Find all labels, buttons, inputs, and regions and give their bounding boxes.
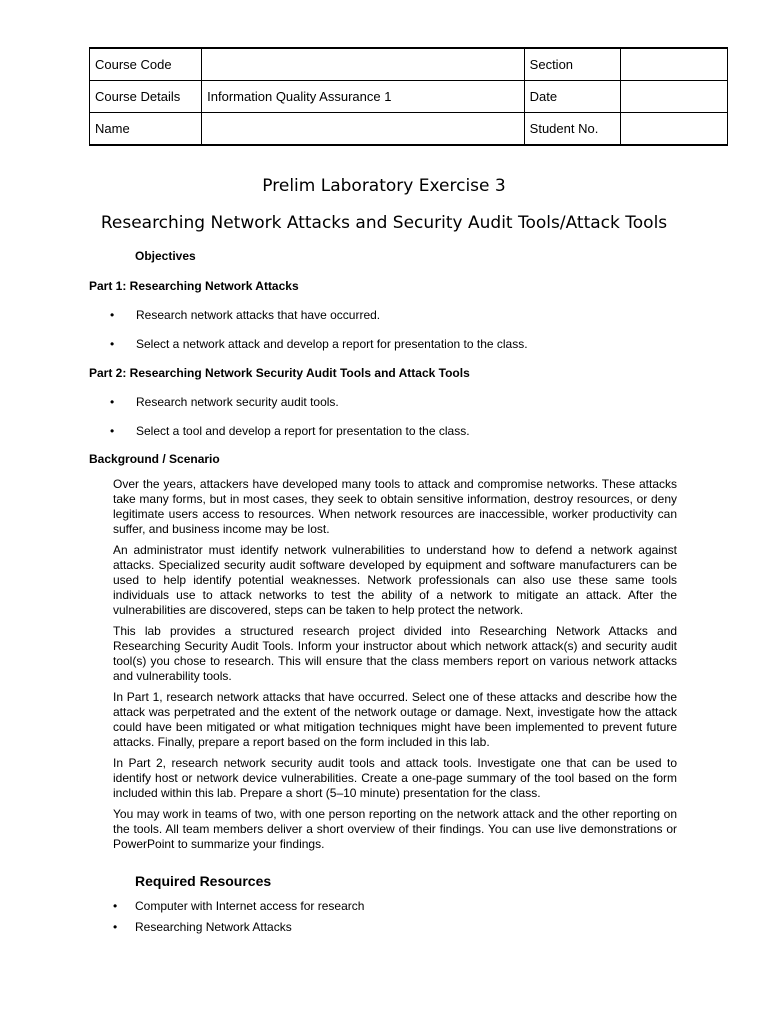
bullet-icon: • — [110, 395, 115, 409]
paragraph: In Part 1, research network attacks that have occurred. Select one of these attacks and describe how the attack was perpetrated and the extent of the network outage or damage. Next, investigate how the attack could have been mitigated or what mitigation techniques might have been implemented to prevent future attacks. Finally, prepare a report based on the form included in this lab. — [113, 690, 677, 749]
table-row — [90, 81, 728, 113]
course-code-label: Course Code — [90, 48, 202, 81]
bullet-icon: • — [113, 920, 118, 934]
document-title: Prelim Laboratory Exercise 3 — [262, 176, 506, 196]
section-value — [620, 48, 727, 81]
paragraph: Over the years, attackers have developed many tools to attack and compromise networks. These attacks take many forms, but in most cases, they seek to obtain sensitive information, destroy resources, or deny legitimate users access to resources. When network resources are inaccessible, worker productivity can suffer, and business income may be lost. — [113, 477, 677, 536]
resource-item: Computer with Internet access for research — [135, 899, 365, 913]
list-item — [113, 899, 364, 920]
document-subtitle: Researching Network Attacks and Security Audit Tools/Attack Tools — [100, 213, 668, 233]
list-item — [113, 920, 364, 941]
date-label: Date — [524, 81, 620, 113]
name-label: Name — [90, 113, 202, 146]
part1-bullet-2: Select a network attack and develop a report for presentation to the class. — [136, 337, 528, 351]
paragraph: You may work in teams of two, with one person reporting on the network attack and the other reporting on the tools. All team members deliver a short overview of their findings. You can use live demonstrations or PowerPoint to summarize your findings. — [113, 807, 677, 851]
objectives-heading: Objectives — [135, 249, 196, 263]
list-item — [110, 308, 380, 322]
paragraph: An administrator must identify network vulnerabilities to understand how to defend a network against attacks. Specialized security audit software developed by equipment and software manufacturers can be used to help identify potential weaknesses. Network professionals can also use these same tools individuals use to attack networks to test the ability of a network to mitigate an attack. After the vulnerabilities are discovered, steps can be taken to help protect the network. — [113, 543, 677, 617]
table-row — [90, 113, 728, 146]
list-item — [110, 395, 339, 409]
date-value — [620, 81, 727, 113]
student-no-label: Student No. — [524, 113, 620, 146]
required-resources-list — [113, 899, 364, 941]
part1-bullet-1: Research network attacks that have occurred. — [136, 308, 381, 322]
resource-item: Researching Network Attacks — [135, 920, 292, 934]
part2-bullet-1: Research network security audit tools. — [136, 395, 339, 409]
bullet-icon: • — [113, 899, 118, 913]
course-info-table — [89, 47, 728, 146]
list-item — [110, 424, 470, 438]
bullet-icon: • — [110, 424, 115, 438]
required-resources-heading: Required Resources — [135, 873, 272, 889]
name-value — [202, 113, 525, 146]
bullet-icon: • — [110, 337, 115, 351]
part1-heading: Part 1: Researching Network Attacks — [89, 279, 299, 293]
course-code-value — [202, 48, 525, 81]
course-details-label: Course Details — [90, 81, 202, 113]
paragraph: This lab provides a structured research project divided into Researching Network Attacks and Researching Security Audit Tools. Inform your instructor about which network attack(s) and security audit tool(s) you chose to research. This will ensure that the class members report on various network attacks and vulnerability tools. — [113, 624, 677, 683]
background-heading: Background / Scenario — [89, 452, 220, 466]
section-label: Section — [524, 48, 620, 81]
bullet-icon: • — [110, 308, 115, 322]
paragraph: In Part 2, research network security audit tools and attack tools. Investigate one that can be used to identify host or network device vulnerabilities. Create a one-page summary of the tool based on the form included within this lab. Prepare a short (5–10 minute) presentation for the class. — [113, 756, 677, 800]
part2-bullet-2: Select a tool and develop a report for presentation to the class. — [136, 424, 470, 438]
student-no-value — [620, 113, 727, 146]
background-body — [113, 477, 677, 858]
list-item — [110, 337, 528, 351]
table-row — [90, 48, 728, 81]
part2-heading: Part 2: Researching Network Security Audit Tools and Attack Tools — [89, 366, 470, 380]
course-details-value: Information Quality Assurance 1 — [202, 81, 525, 113]
